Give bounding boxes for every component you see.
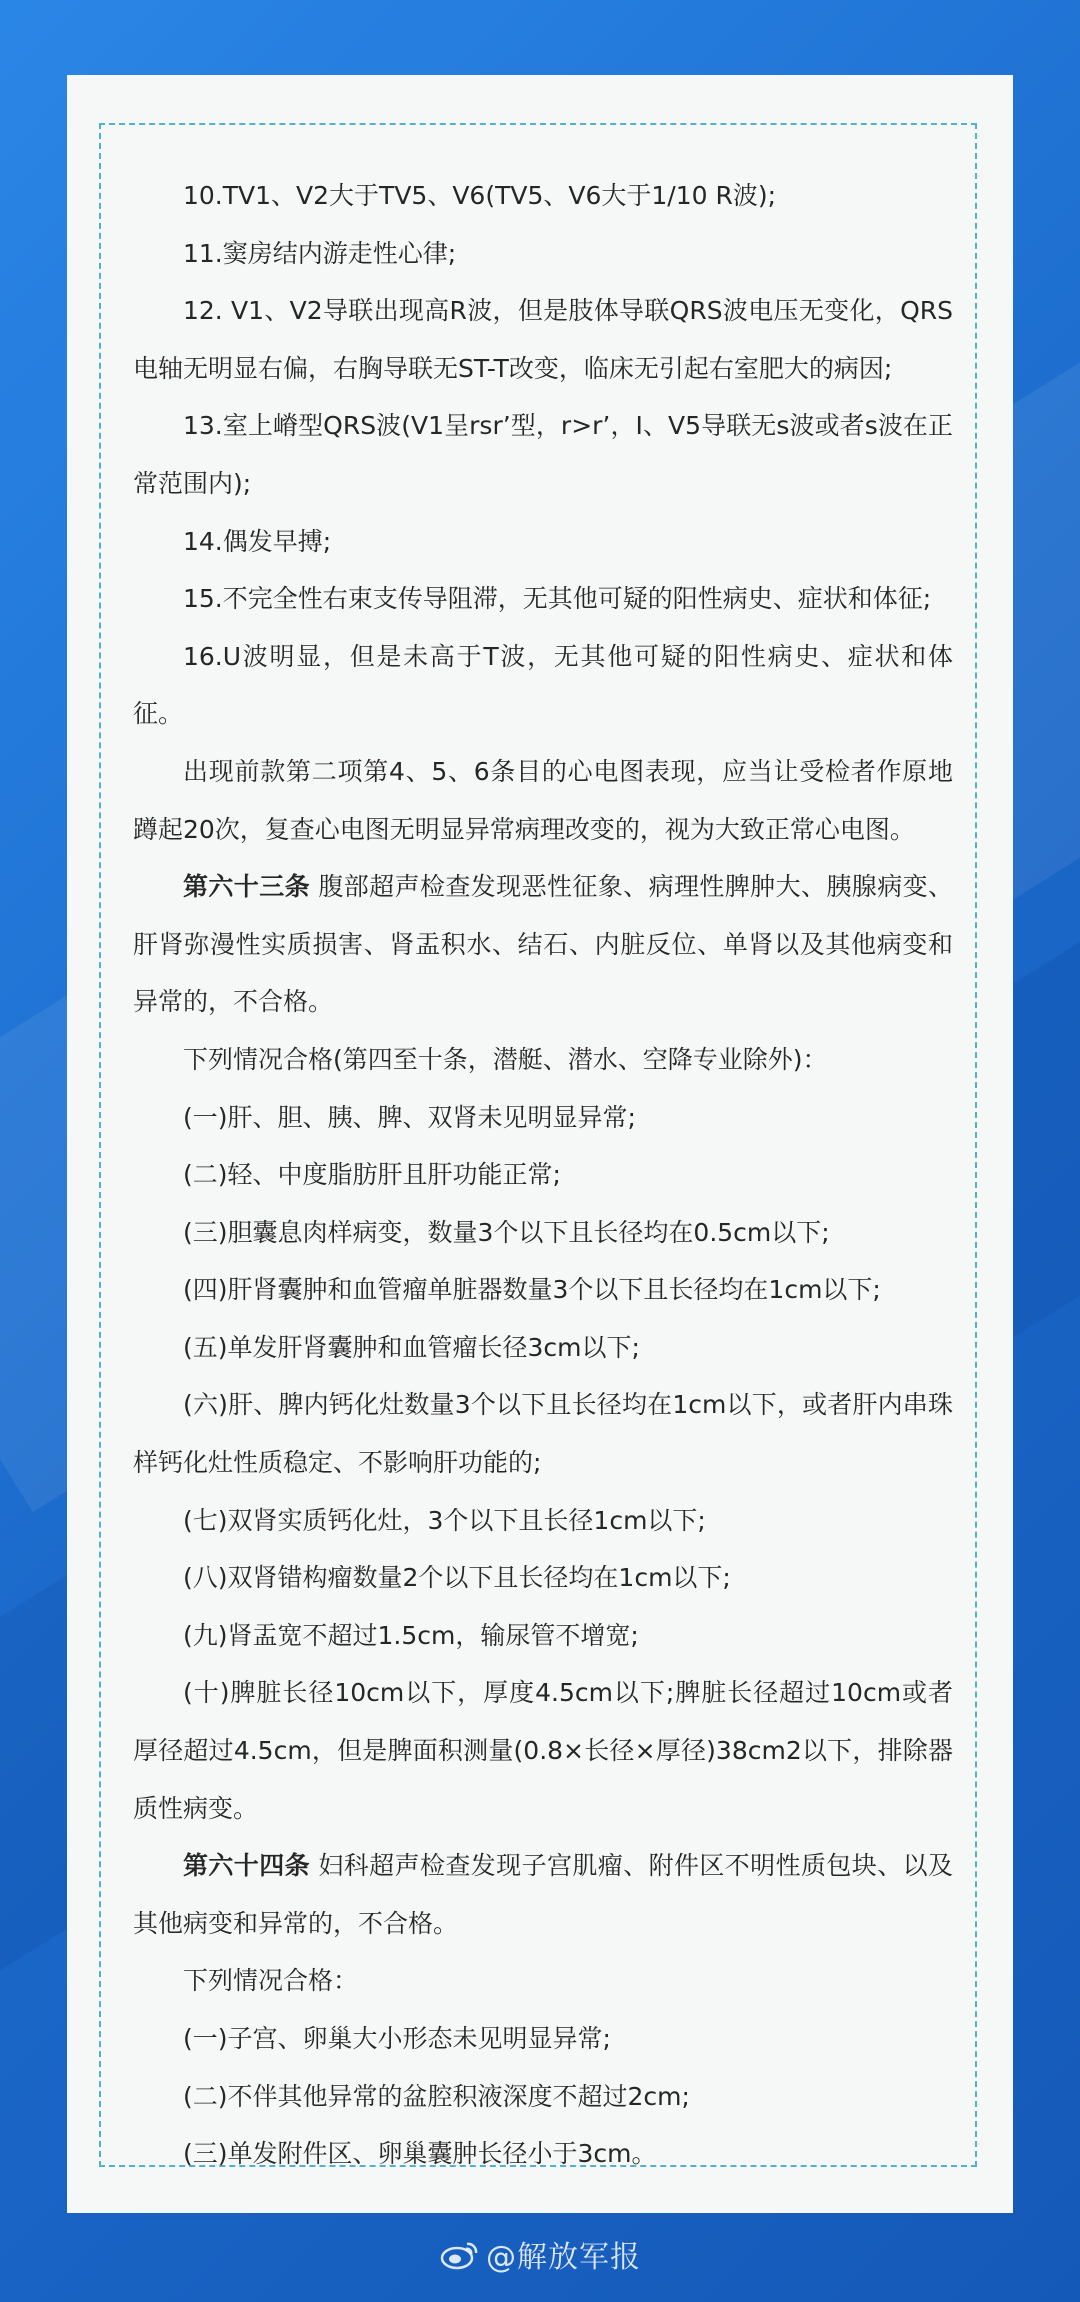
paragraph-text: (四)肝肾囊肿和血管瘤单脏器数量3个以下且长径均在1cm以下; [183, 1275, 881, 1305]
paragraph-text: 出现前款第二项第4、5、6条目的心电图表现，应当让受检者作原地蹲起20次，复查心电图无明显异常病理改变的，视为大致正常心电图。 [133, 756, 953, 844]
paragraph [133, 2125, 953, 2183]
paragraph [133, 628, 953, 743]
article-heading: 第六十四条 [183, 1851, 311, 1881]
paragraph-text: (三)胆囊息肉样病变，数量3个以下且长径均在0.5cm以下; [183, 1217, 830, 1247]
document-body [133, 167, 953, 2183]
paragraph [133, 513, 953, 571]
paragraph [133, 1261, 953, 1319]
paragraph [133, 397, 953, 512]
paragraph [133, 1319, 953, 1377]
paragraph-text: (七)双肾实质钙化灶，3个以下且长径1cm以下; [183, 1505, 706, 1535]
watermark-text: @解放军报 [486, 2240, 641, 2275]
paragraph-text: 16.U波明显，但是未高于T波，无其他可疑的阳性病史、症状和体征。 [133, 641, 953, 729]
paragraph [133, 2010, 953, 2068]
paragraph [133, 1952, 953, 2010]
paragraph-text: 14.偶发早搏; [183, 526, 332, 556]
paragraph [133, 1492, 953, 1550]
paragraph-text: 13.室上嵴型QRS波(V1呈rsr’型，r>r’，I、V5导联无s波或者s波在正常范围内); [133, 411, 953, 498]
paragraph [133, 1031, 953, 1089]
document-card [67, 75, 1013, 2213]
paragraph [133, 1837, 953, 1952]
paragraph [133, 743, 953, 858]
paragraph-text: 10.TV1、V2大于TV5、V6(TV5、V6大于1/10 R波); [183, 181, 777, 210]
paragraph [133, 1089, 953, 1147]
article-heading: 第六十三条 [183, 872, 311, 902]
paragraph-text: 11.窦房结内游走性心律; [183, 238, 457, 268]
paragraph-text: (二)不伴其他异常的盆腔积液深度不超过2cm; [183, 2081, 690, 2111]
paragraph-text: 15.不完全性右束支传导阻滞，无其他可疑的阳性病史、症状和体征; [183, 584, 932, 614]
weibo-icon [440, 2238, 480, 2270]
paragraph-text: (五)单发肝肾囊肿和血管瘤长径3cm以下; [183, 1332, 640, 1362]
paragraph [133, 2068, 953, 2126]
paragraph [133, 1549, 953, 1607]
paragraph-text: 腹部超声检查发现恶性征象、病理性脾肿大、胰腺病变、肝肾弥漫性实质损害、肾盂积水、结石、内脏反位、单肾以及其他病变和异常的，不合格。 [133, 872, 953, 1017]
paragraph [133, 1204, 953, 1262]
paragraph-text: (六)肝、脾内钙化灶数量3个以下且长径均在1cm以下，或者肝内串珠样钙化灶性质稳定、不影响肝功能的; [133, 1390, 953, 1478]
paragraph [133, 1376, 953, 1491]
paragraph [133, 858, 953, 1031]
paragraph-text: 12. V1、V2导联出现高R波，但是肢体导联QRS波电压无变化，QRS电轴无明显右偏，右胸导联无ST-T改变，临床无引起右室肥大的病因; [133, 296, 953, 383]
paragraph-text: (一)肝、胆、胰、脾、双肾未见明显异常; [183, 1102, 636, 1132]
paragraph-text: (三)单发附件区、卵巢囊肿长径小于3cm。 [183, 2139, 657, 2169]
paragraph-text: 妇科超声检查发现子宫肌瘤、附件区不明性质包块、以及其他病变和异常的，不合格。 [133, 1851, 953, 1938]
paragraph [133, 1146, 953, 1204]
paragraph-text: (一)子宫、卵巢大小形态未见明显异常; [183, 2024, 611, 2053]
paragraph [133, 570, 953, 628]
paragraph-text: (二)轻、中度脂肪肝且肝功能正常; [183, 1160, 561, 1190]
paragraph-text: 下列情况合格： [183, 1966, 359, 1996]
paragraph [133, 225, 953, 283]
paragraph [133, 282, 953, 397]
paragraph [133, 1607, 953, 1665]
paragraph-text: 下列情况合格(第四至十条，潜艇、潜水、空降专业除外)： [183, 1044, 828, 1074]
paragraph [133, 167, 953, 225]
watermark [440, 2226, 641, 2282]
paragraph [133, 1664, 953, 1837]
paragraph-text: (九)肾盂宽不超过1.5cm，输尿管不增宽; [183, 1620, 639, 1650]
paragraph-text: (十)脾脏长径10cm以下，厚度4.5cm以下;脾脏长径超过10cm或者厚径超过4.5cm，但是脾面积测量(0.8×长径×厚径)38cm2以下，排除器质性病变。 [133, 1678, 953, 1823]
paragraph-text: (八)双肾错构瘤数量2个以下且长径均在1cm以下; [183, 1563, 731, 1593]
